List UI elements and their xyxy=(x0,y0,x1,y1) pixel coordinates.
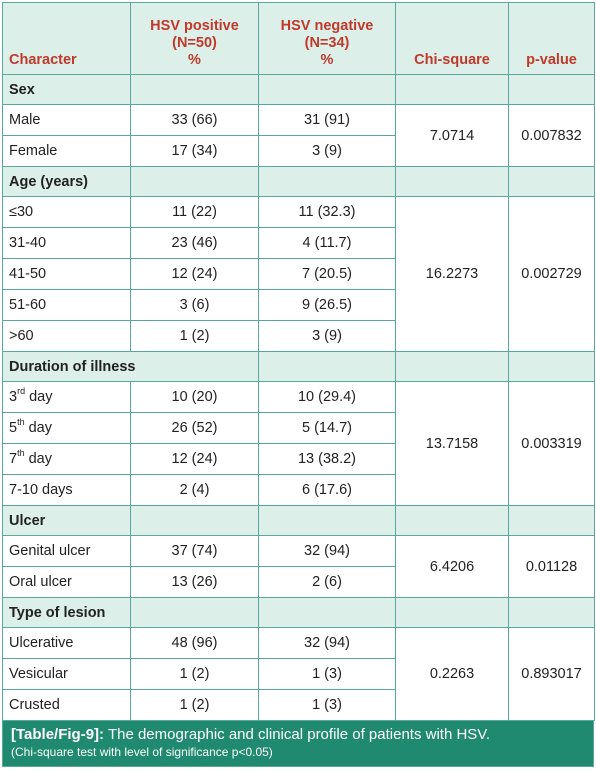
hsv-positive-cell: 37 (74) xyxy=(131,536,259,567)
row-label xyxy=(3,413,131,444)
section-empty-cell xyxy=(259,352,396,382)
section-empty-cell xyxy=(396,598,509,628)
hsv-negative-cell: 31 (91) xyxy=(259,105,396,136)
section-empty-cell xyxy=(131,75,259,105)
section-row-sex xyxy=(3,75,595,105)
hsv-positive-cell: 23 (46) xyxy=(131,228,259,259)
chi-square-cell: 13.7158 xyxy=(396,382,509,506)
section-empty-cell xyxy=(509,506,595,536)
hsv-positive-cell: 26 (52) xyxy=(131,413,259,444)
hsv-negative-cell: 10 (29.4) xyxy=(259,382,396,413)
header-hsv-negative xyxy=(259,3,396,75)
section-title-age: Age (years) xyxy=(3,167,131,197)
section-title-lesion: Type of lesion xyxy=(3,598,131,628)
header-p-value: p-value xyxy=(509,3,595,75)
section-empty-cell xyxy=(259,75,396,105)
section-empty-cell xyxy=(396,352,509,382)
header-hsv-positive-line2: (N=50) xyxy=(172,35,217,51)
p-value-cell: 0.003319 xyxy=(509,382,595,506)
hsv-negative-cell: 4 (11.7) xyxy=(259,228,396,259)
section-empty-cell xyxy=(396,506,509,536)
header-hsv-positive-line3: % xyxy=(188,52,201,68)
hsv-positive-cell: 13 (26) xyxy=(131,567,259,598)
row-label: Genital ulcer xyxy=(3,536,131,567)
caption-text: The demographic and clinical profile of patients with HSV. xyxy=(104,726,491,743)
day-word: day xyxy=(25,389,53,405)
section-empty-cell xyxy=(509,598,595,628)
header-hsv-positive xyxy=(131,3,259,75)
section-row-lesion xyxy=(3,598,595,628)
caption-label: [Table/Fig-9]: xyxy=(11,726,105,743)
section-empty-cell xyxy=(396,75,509,105)
section-empty-cell xyxy=(509,352,595,382)
hsv-positive-cell: 17 (34) xyxy=(131,136,259,167)
section-title-sex: Sex xyxy=(3,75,131,105)
hsv-negative-cell: 3 (9) xyxy=(259,136,396,167)
section-empty-cell xyxy=(396,167,509,197)
day-word: day xyxy=(24,420,53,436)
hsv-negative-cell: 32 (94) xyxy=(259,536,396,567)
row-label: >60 xyxy=(3,321,131,352)
row-label xyxy=(3,444,131,475)
hsv-negative-cell: 6 (17.6) xyxy=(259,475,396,506)
row-label: 41-50 xyxy=(3,259,131,290)
header-character: Character xyxy=(3,3,131,75)
section-row-ulcer xyxy=(3,506,595,536)
hsv-negative-cell: 3 (9) xyxy=(259,321,396,352)
header-hsv-positive-line1: HSV positive xyxy=(150,18,239,34)
row-label: Crusted xyxy=(3,690,131,721)
row-label: Ulcerative xyxy=(3,628,131,659)
chi-square-cell: 0.2263 xyxy=(396,628,509,721)
table-row xyxy=(3,105,595,136)
hsv-negative-cell: 5 (14.7) xyxy=(259,413,396,444)
day-word: day xyxy=(24,451,53,467)
row-label: Vesicular xyxy=(3,659,131,690)
section-empty-cell xyxy=(131,598,259,628)
section-row-age xyxy=(3,167,595,197)
hsv-positive-cell: 11 (22) xyxy=(131,197,259,228)
chi-square-cell: 6.4206 xyxy=(396,536,509,598)
p-value-cell: 0.01128 xyxy=(509,536,595,598)
header-row xyxy=(3,3,595,75)
row-label: Male xyxy=(3,105,131,136)
hsv-positive-cell: 10 (20) xyxy=(131,382,259,413)
table-row xyxy=(3,536,595,567)
hsv-positive-cell: 1 (2) xyxy=(131,659,259,690)
hsv-negative-cell: 11 (32.3) xyxy=(259,197,396,228)
section-empty-cell xyxy=(509,167,595,197)
row-label: Female xyxy=(3,136,131,167)
row-label: 51-60 xyxy=(3,290,131,321)
header-hsv-negative-line1: HSV negative xyxy=(280,18,374,34)
header-chi-square: Chi-square xyxy=(396,3,509,75)
day-number: 5 xyxy=(9,420,18,436)
table-row xyxy=(3,382,595,413)
section-empty-cell xyxy=(131,506,259,536)
hsv-positive-cell: 48 (96) xyxy=(131,628,259,659)
header-hsv-negative-line3: % xyxy=(320,52,334,68)
day-number: 7 xyxy=(9,451,18,467)
section-row-duration xyxy=(3,352,595,382)
hsv-negative-cell: 32 (94) xyxy=(259,628,396,659)
row-label: 7-10 days xyxy=(3,475,131,506)
table-row xyxy=(3,628,595,659)
hsv-negative-cell: 13 (38.2) xyxy=(259,444,396,475)
row-label xyxy=(3,382,131,413)
hsv-positive-cell: 12 (24) xyxy=(131,444,259,475)
table-row xyxy=(3,197,595,228)
hsv-negative-cell: 9 (26.5) xyxy=(259,290,396,321)
caption-note: (Chi-square test with level of significance p<0.05) xyxy=(11,745,273,759)
chi-square-cell: 7.0714 xyxy=(396,105,509,167)
p-value-cell: 0.002729 xyxy=(509,197,595,352)
day-suffix: rd xyxy=(17,386,26,397)
hsv-positive-cell: 1 (2) xyxy=(131,690,259,721)
row-label: Oral ulcer xyxy=(3,567,131,598)
hsv-positive-cell: 12 (24) xyxy=(131,259,259,290)
header-hsv-negative-line2: (N=34) xyxy=(304,35,350,51)
section-empty-cell xyxy=(259,167,396,197)
section-title-duration: Duration of illness xyxy=(3,352,259,382)
caption-main xyxy=(11,726,585,744)
hsv-negative-cell: 1 (3) xyxy=(259,659,396,690)
table-caption xyxy=(2,721,594,767)
hsv-positive-cell: 33 (66) xyxy=(131,105,259,136)
hsv-profile-table xyxy=(2,2,595,721)
hsv-positive-cell: 1 (2) xyxy=(131,321,259,352)
row-label: 31-40 xyxy=(3,228,131,259)
day-suffix: th xyxy=(17,417,25,428)
hsv-positive-cell: 3 (6) xyxy=(131,290,259,321)
hsv-negative-cell: 2 (6) xyxy=(259,567,396,598)
section-empty-cell xyxy=(509,75,595,105)
hsv-positive-cell: 2 (4) xyxy=(131,475,259,506)
hsv-negative-cell: 7 (20.5) xyxy=(259,259,396,290)
section-title-ulcer: Ulcer xyxy=(3,506,131,536)
chi-square-cell: 16.2273 xyxy=(396,197,509,352)
p-value-cell: 0.007832 xyxy=(509,105,595,167)
p-value-cell: 0.893017 xyxy=(509,628,595,721)
row-label: ≤30 xyxy=(3,197,131,228)
hsv-negative-cell: 1 (3) xyxy=(259,690,396,721)
day-number: 3 xyxy=(9,389,18,405)
section-empty-cell xyxy=(259,598,396,628)
section-empty-cell xyxy=(259,506,396,536)
table-figure xyxy=(2,2,594,767)
day-suffix: th xyxy=(17,448,25,459)
section-empty-cell xyxy=(131,167,259,197)
